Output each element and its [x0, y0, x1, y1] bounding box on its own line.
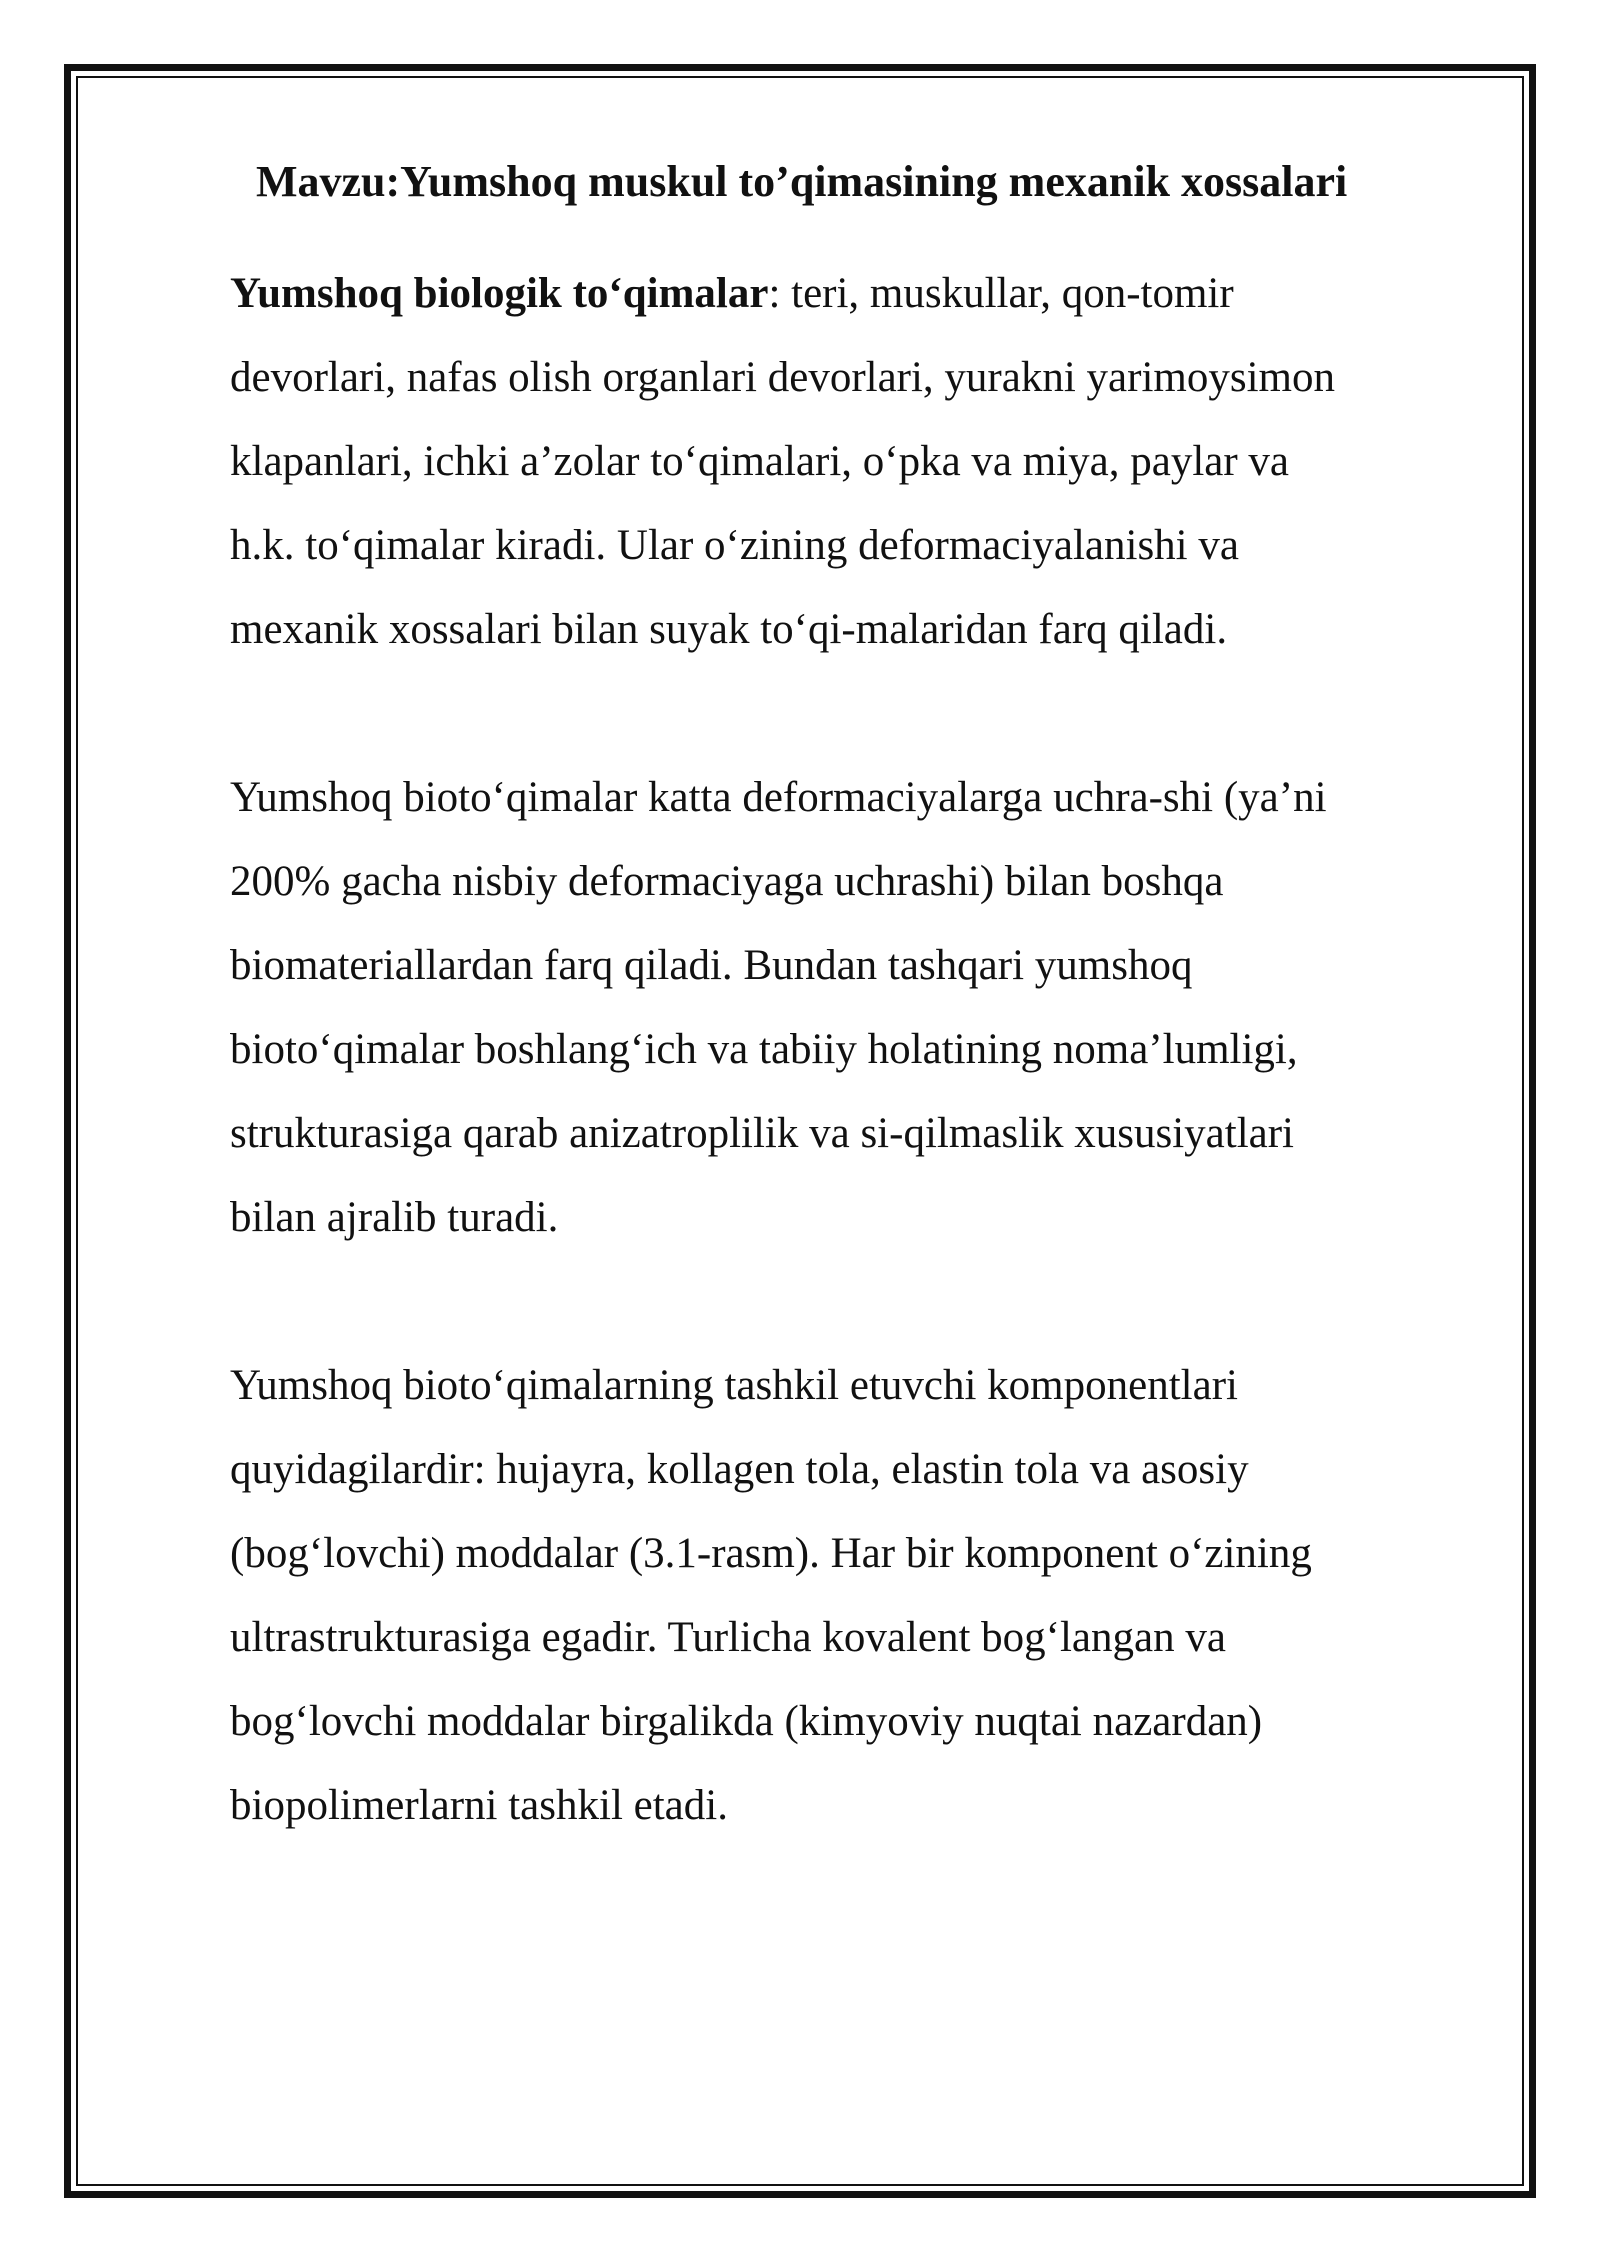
- defined-term: Yumshoq biologik to‘qimalar: [230, 270, 769, 317]
- paragraph-line: mexanik xossalari bilan suyak to‘qi-malaridan farq qiladi.: [230, 606, 1228, 653]
- paragraph-line: (bog‘lovchi) moddalar (3.1-rasm). Har bir komponent o‘zining: [230, 1530, 1312, 1577]
- paragraph-line: bog‘lovchi moddalar birgalikda (kimyoviy nuqtai nazardan): [230, 1698, 1263, 1745]
- paragraph-line: biomateriallardan farq qiladi. Bundan tashqari yumshoq: [230, 942, 1193, 989]
- paragraph-line: 200% gacha nisbiy deformaciyaga uchrashi) bilan boshqa: [230, 858, 1224, 905]
- paragraph-line: biopolimerlarni tashkil etadi.: [230, 1782, 728, 1829]
- paragraph-line: [230, 252, 1490, 336]
- paragraph-line: ultrastrukturasiga egadir. Turlicha kovalent bog‘langan va: [230, 1614, 1226, 1661]
- paragraph-line: bilan ajralib turadi.: [230, 1194, 559, 1241]
- paragraph-line: Yumshoq bioto‘qimalar katta deformaciyalarga uchra-shi (ya’ni: [230, 774, 1327, 821]
- paragraph-components: [230, 1344, 1490, 1848]
- paragraph-line: quyidagilardir: hujayra, kollagen tola, elastin tola va asosiy: [230, 1446, 1249, 1493]
- paragraph-line: devorlari, nafas olish organlari devorlari, yurakni yarimoysimon: [230, 354, 1335, 401]
- paragraph-deformation: [230, 756, 1490, 1260]
- paragraph-definition: [230, 252, 1490, 672]
- page-title: Mavzu:Yumshoq muskul to’qimasining mexanik xossalari: [256, 157, 1348, 206]
- paragraph-line: bioto‘qimalar boshlang‘ich va tabiiy holatining noma’lumligi,: [230, 1026, 1298, 1073]
- paragraph-line: klapanlari, ichki a’zolar to‘qimalari, o‘pka va miya, paylar va: [230, 438, 1290, 485]
- paragraph-line: strukturasiga qarab anizatroplilik va si-qilmaslik xususiyatlari: [230, 1110, 1294, 1157]
- definition-text: : teri, muskullar, qon-tomir: [768, 270, 1234, 317]
- paragraph-line: h.k. to‘qimalar kiradi. Ular o‘zining deformaciyalanishi va: [230, 522, 1239, 569]
- paragraph-line: Yumshoq bioto‘qimalarning tashkil etuvchi komponentlari: [230, 1362, 1238, 1409]
- document-body: [230, 252, 1490, 1932]
